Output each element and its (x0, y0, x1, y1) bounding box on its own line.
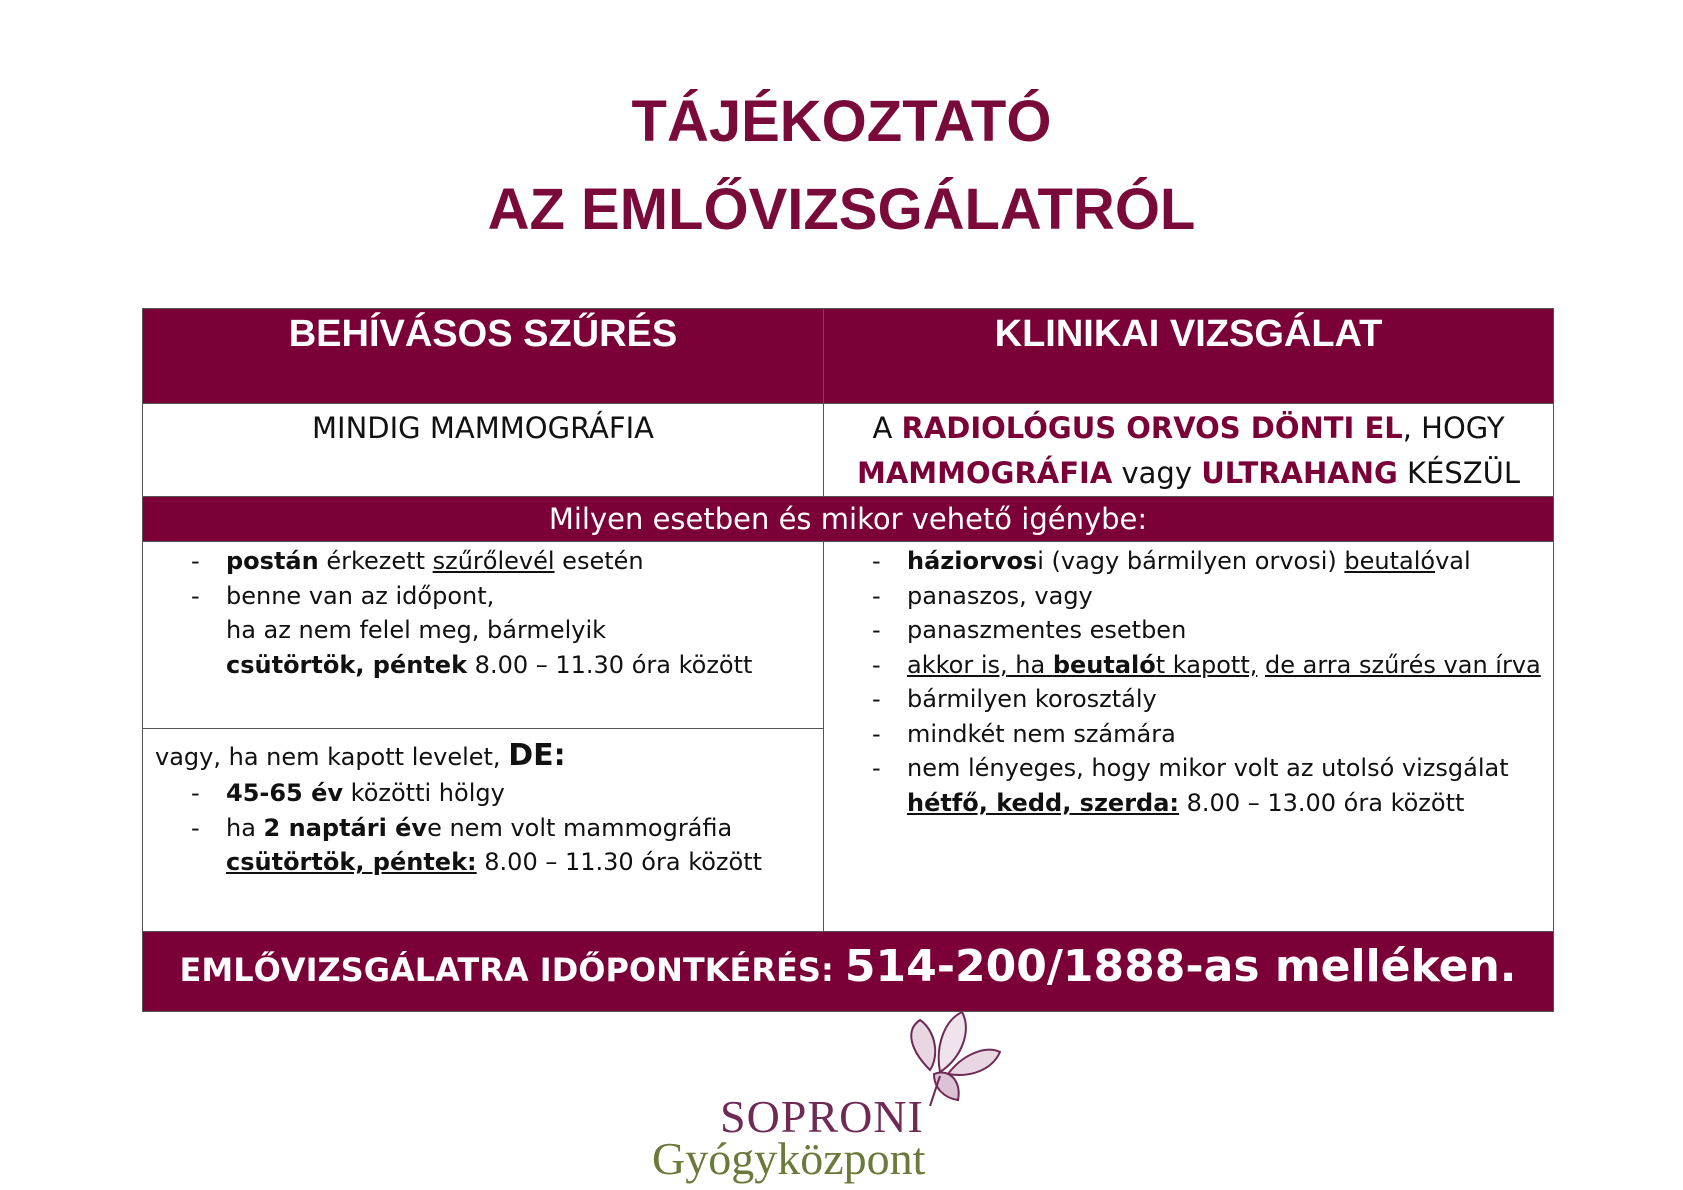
clinical-conditions-cell (824, 542, 1554, 932)
logo-line-2: Gyógyközpont (652, 1133, 926, 1184)
list-item-continuation: ha az nem felel meg, bármelyik (226, 616, 607, 644)
clinical-conditions-list (824, 544, 1553, 820)
list-item: - 45-65 év közötti hölgy (191, 779, 505, 807)
list-item: - nem lényeges, hogy mikor volt az utolsó vizsgálat (872, 754, 1509, 782)
logo-line-1: SOPRONI (720, 1091, 924, 1142)
list-item-continuation: csütörtök, péntek: 8.00 – 11.30 óra között (226, 848, 763, 876)
screening-noletter-cell (143, 729, 824, 932)
list-item: - bármilyen korosztály (872, 685, 1157, 713)
screening-noletter-list (143, 776, 823, 880)
title-line-1: TÁJÉKOZTATÓ (631, 89, 1052, 154)
section-band: Milyen esetben és mikor vehető igénybe: (143, 497, 1554, 542)
appointment-footer (143, 932, 1554, 1012)
header-clinical: KLINIKAI VIZSGÁLAT (824, 309, 1554, 404)
subheader-screening: MINDIG MAMMOGRÁFIA (143, 404, 824, 497)
list-item: - mindkét nem számára (872, 719, 1176, 748)
list-item: - panaszos, vagy (872, 581, 1093, 610)
list-item: - benne van az időpont, (191, 581, 495, 610)
footer-label: EMLŐVIZSGÁLATRA IDŐPONTKÉRÉS: (179, 951, 845, 989)
screening-letter-list (143, 544, 823, 682)
list-item: - háziorvosi (vagy bármilyen orvosi) beutalóval (872, 547, 1471, 575)
list-item: - akkor is, ha beutalót kapott, de arra szűrés van írva (872, 650, 1541, 679)
list-item: - postán érkezett szűrőlevél esetén (191, 547, 644, 575)
noletter-lead: vagy, ha nem kapott levelet, DE: (155, 738, 566, 773)
screening-letter-cell (143, 542, 824, 729)
header-screening: BEHÍVÁSOS SZŰRÉS (143, 309, 824, 404)
info-table (142, 308, 1554, 1012)
footer-phone: 514-200/1888-as melléken. (844, 941, 1517, 992)
logo (640, 1010, 1060, 1184)
list-item-continuation: csütörtök, péntek 8.00 – 11.30 óra között (226, 650, 753, 679)
list-item: - ha 2 naptári éve nem volt mammográfia (191, 813, 733, 842)
subheader-clinical: A RADIOLÓGUS ORVOS DÖNTI EL, HOGY MAMMOGRÁFIA vagy ULTRAHANG KÉSZÜL (824, 404, 1554, 497)
list-item: - panaszmentes esetben (872, 616, 1187, 644)
title-line-2: AZ EMLŐVIZSGÁLATRÓL (487, 177, 1196, 242)
list-item-continuation: hétfő, kedd, szerda: 8.00 – 13.00 óra között (907, 788, 1465, 817)
